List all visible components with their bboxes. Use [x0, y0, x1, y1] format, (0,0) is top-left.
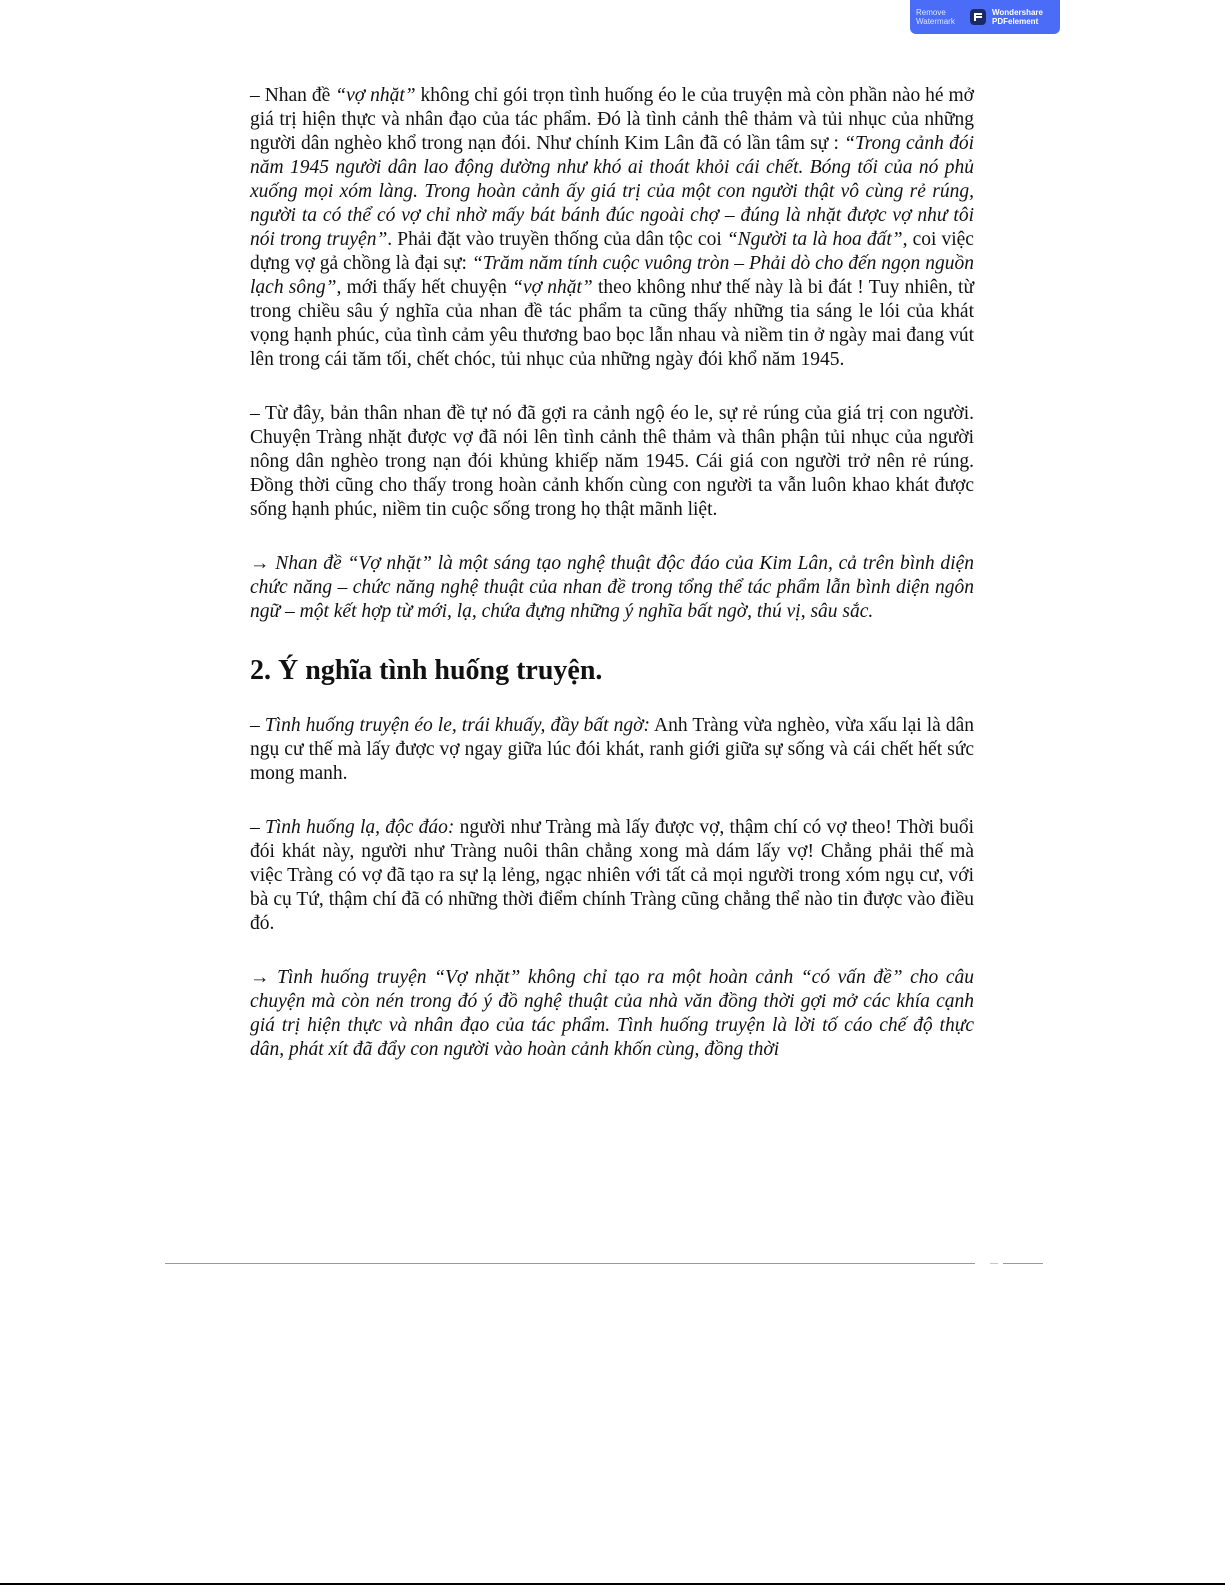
paragraph-situation-unique: – Tình huống lạ, độc đáo: người như Tràng mà lấy được vợ, thậm chí có vợ theo! Thời buổi đói khát này, người như Tràng nuôi thân chẳng xong mà dám lấy vợ! Chẳng phải thế mà việc Tràng có vợ đã tạo ra sự lạ lẻng, ngạc nhiên với tất cả mọi người trong xóm ngụ cư, với bà cụ Tứ, thậm chí đã có những thời điểm chính Tràng cũng chẳng thể nào tin được vào điều đó.	[250, 817, 974, 934]
paragraph-title-meaning: – Nhan đề “vợ nhặt” không chỉ gói trọn tình huống éo le của truyện mà còn phần nào hé mở giá trị hiện thực và nhân đạo của tác phẩm. Đó là tình cảnh thê thảm và tủi nhục của những người dân nghèo khổ trong nạn đói. Như chính Kim Lân đã có lần tâm sự : “Trong cảnh đói năm 1945 người dân lao động dường như khó ai thoát khỏi cái chết. Bóng tối của nó phủ xuống mọi xóm làng. Trong hoàn cảnh ấy giá trị của một con người thật vô cùng rẻ rúng, người ta có thể có vợ chỉ nhờ mấy bát bánh đúc ngoài chợ – đúng là nhặt được vợ như tôi nói trong truyện”. Phải đặt vào truyền thống của dân tộc coi “Người ta là hoa đất”, coi việc dựng vợ gả chồng là đại sự: “Trăm năm tính cuộc vuông tròn – Phải dò cho đến ngọn nguồn lạch sông”, mới thấy hết chuyện “vợ nhặt” theo không như thế này là bi đát ! Tuy nhiên, từ trong chiều sâu ý nghĩa của nhan đề tác phẩm ta cũng thấy những tia sáng le lói của khát vọng hạnh phúc, của tình cảm yêu thương bao bọc lẫn nhau và niềm tin ở ngày mai đang vút lên trong cái tăm tối, chết chóc, tủi nhục của những ngày đói khổ năm 1945.	[250, 85, 975, 370]
remove-watermark-label[interactable]: Remove Watermark	[916, 8, 955, 26]
section-heading: 2. Ý nghĩa tình huống truyện.	[250, 655, 603, 686]
brand-name: Wondershare PDFelement	[992, 8, 1043, 26]
paragraph-title-conclusion: → Nhan đề “Vợ nhặt” là một sáng tạo nghệ thuật độc đáo của Kim Lân, cả trên bình diện chức năng – chức năng nghệ thuật của nhan đề trong tổng thể tác phẩm lẫn bình diện ngôn ngữ – một kết hợp từ mới, lạ, chứa đựng những ý nghĩa bất ngờ, thú vị, sâu sắc.	[250, 553, 974, 622]
pdfelement-logo-icon	[970, 9, 986, 25]
page-footer-rule-end	[1003, 1263, 1043, 1264]
paragraph-situation-summary: – Từ đây, bản thân nhan đề tự nó đã gợi ra cảnh ngộ éo le, sự rẻ rúng của giá trị con người. Chuyện Tràng nhặt được vợ đã nói lên tình cảnh thê thảm và thân phận tủi nhục của người nông dân nghèo trong nạn đói khủng khiếp năm 1945. Cái giá con người trở nên rẻ rúng. Đồng thời cũng cho thấy trong hoàn cảnh khốn cùng con người ta vẫn luôn khao khát được sống hạnh phúc, niềm tin cuộc sống trong họ thật mãnh liệt.	[250, 403, 974, 520]
document-body	[250, 84, 974, 1092]
page-footer-rule	[165, 1263, 975, 1264]
paragraph-situation-conclusion: → Tình huống truyện “Vợ nhặt” không chỉ tạo ra một hoàn cảnh “có vấn đề” cho câu chuyện mà còn nén trong đó ý đồ nghệ thuật của nhà văn đồng thời gợi mở các khía cạnh giá trị hiện thực và nhân đạo của tác phẩm. Tình huống truyện là lời tố cáo chế độ thực dân, phát xít đã đẩy con người vào hoàn cảnh khốn cùng, đồng thời	[250, 967, 974, 1060]
remove-watermark-banner[interactable]	[910, 0, 1060, 34]
paragraph-situation-ironic: – Tình huống truyện éo le, trái khuấy, đầy bất ngờ: Anh Tràng vừa nghèo, vừa xấu lại là dân ngụ cư thế mà lấy được vợ ngay giữa lúc đói khát, ranh giới giữa sự sống và cái chết hết sức mong manh.	[250, 715, 974, 784]
page-footer-rule-dot	[990, 1263, 998, 1264]
